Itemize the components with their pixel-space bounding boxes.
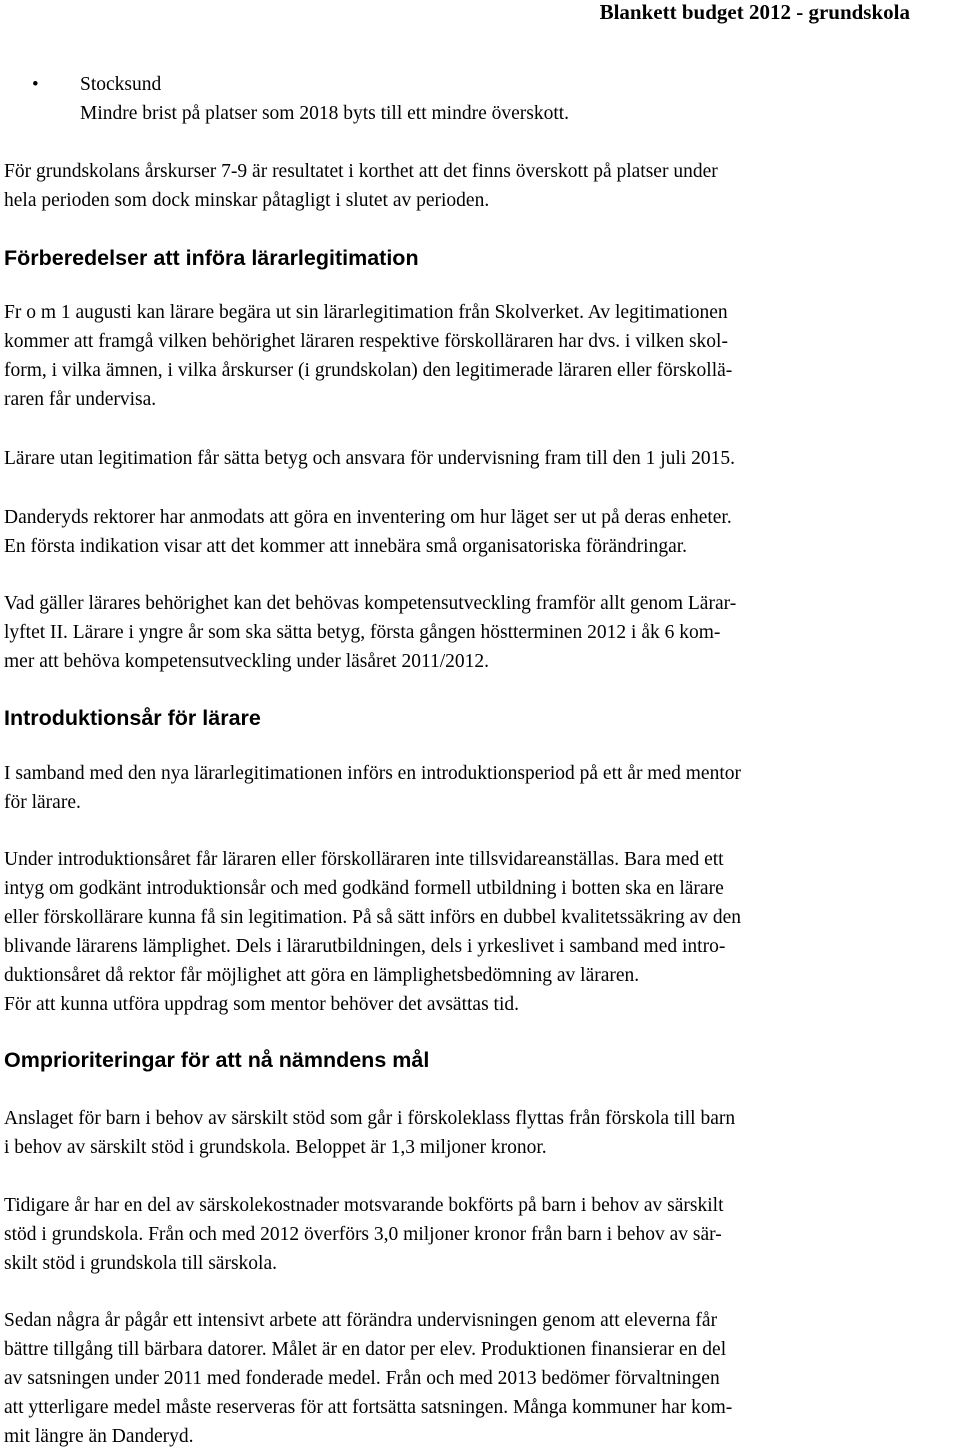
text-line: för lärare. (4, 792, 81, 813)
text-line: att ytterligare medel måste reserveras för att fortsätta satsningen. Många kommuner har kom- (4, 1397, 733, 1418)
text-line: Sedan några år pågår ett intensivt arbete att förändra undervisningen genom att eleverna får (4, 1310, 718, 1331)
text-line: Lärare utan legitimation får sätta betyg och ansvara för undervisning fram till den 1 juli 2015. (4, 448, 736, 469)
paragraph-tillsvidareanstallning (4, 845, 960, 1019)
text-line: I samband med den nya lärarlegitimationen införs en introduktionsperiod på ett år med mentor (4, 763, 741, 784)
paragraph-betyg-2015 (4, 444, 960, 473)
text-line: För grundskolans årskurser 7-9 är resultatet i korthet att det finns överskott på platser under (4, 161, 718, 182)
text-line: Anslaget för barn i behov av särskilt stöd som går i förskoleklass flyttas från förskola till barn (4, 1108, 736, 1129)
text-line: mer att behöva kompetensutveckling under läsåret 2011/2012. (4, 651, 490, 672)
text-line: i behov av särskilt stöd i grundskola. Beloppet är 1,3 miljoner kronor. (4, 1137, 547, 1158)
heading-omprioriteringar: Omprioriteringar för att nå nämndens mål (4, 1048, 430, 1072)
page-header-title: Blankett budget 2012 - grundskola (599, 0, 910, 24)
text-line: blivande lärarens lämplighet. Dels i lärarutbildningen, dels i yrkeslivet i samband med intro- (4, 936, 726, 957)
paragraph-grundskola-7-9 (4, 157, 960, 215)
text-line: Under introduktionsåret får läraren eller förskolläraren inte tillsvidareanställas. Bara med ett (4, 849, 724, 870)
text-line: av satsningen under 2011 med fonderade medel. Från och med 2013 bedömer förvaltningen (4, 1368, 720, 1389)
text-line: mit längre än Danderyd. (4, 1426, 194, 1447)
text-line: lyftet II. Lärare i yngre år som ska sätta betyg, första gången höstterminen 2012 i åk 6 kom- (4, 622, 721, 643)
paragraph-sarskolekostnader (4, 1191, 960, 1278)
text-line: skilt stöd i grundskola till särskola. (4, 1253, 277, 1274)
text-line: För att kunna utföra uppdrag som mentor behöver det avsättas tid. (4, 994, 519, 1015)
text-line: intyg om godkänt introduktionsår och med godkänd formell utbildning i botten ska en lärare (4, 878, 724, 899)
text-line: kommer att framgå vilken behörighet läraren respektive förskolläraren har dvs. i vilken skol- (4, 331, 728, 352)
paragraph-legitimation-info (4, 298, 960, 414)
bullet-title: Stocksund (80, 74, 162, 95)
bullet-text: Mindre brist på platser som 2018 byts till ett mindre överskott. (80, 103, 570, 124)
heading-lararlegitimation: Förberedelser att införa lärarlegitimation (4, 246, 419, 270)
text-line: Tidigare år har en del av särskolekostnader motsvarande bokförts på barn i behov av särskilt (4, 1195, 724, 1216)
paragraph-rektorer-inventering (4, 503, 960, 561)
text-line: hela perioden som dock minskar påtagligt i slutet av perioden. (4, 190, 490, 211)
bullet-icon: • (32, 74, 39, 95)
text-line: Danderyds rektorer har anmodats att göra en inventering om hur läget ser ut på deras enheter. (4, 507, 732, 528)
text-line: Vad gäller lärares behörighet kan det behövas kompetensutveckling framför allt genom Lärar- (4, 593, 737, 614)
text-line: En första indikation visar att det kommer att innebära små organisatoriska förändringar. (4, 536, 688, 557)
text-line: raren får undervisa. (4, 389, 157, 410)
text-line: form, i vilka ämnen, i vilka årskurser (i grundskolan) den legitimerade läraren eller förskollä- (4, 360, 733, 381)
text-line: duktionsåret då rektor får möjlighet att göra en lämplighetsbedömning av läraren. (4, 965, 640, 986)
heading-introduktionsar: Introduktionsår för lärare (4, 706, 261, 730)
text-line: eller förskollärare kunna få sin legitimation. På så sätt införs en dubbel kvalitetssäkring av den (4, 907, 742, 928)
text-line: bättre tillgång till bärbara datorer. Målet är en dator per elev. Produktionen finansierar en del (4, 1339, 727, 1360)
text-line: stöd i grundskola. Från och med 2012 överförs 3,0 miljoner kronor från barn i behov av sär- (4, 1224, 722, 1245)
paragraph-kompetensutveckling (4, 589, 960, 676)
paragraph-barbara-datorer (4, 1306, 960, 1451)
text-line: Fr o m 1 augusti kan lärare begära ut sin lärarlegitimation från Skolverket. Av legitimationen (4, 302, 728, 323)
paragraph-anslaget (4, 1104, 960, 1162)
paragraph-introduktionsperiod (4, 759, 960, 817)
